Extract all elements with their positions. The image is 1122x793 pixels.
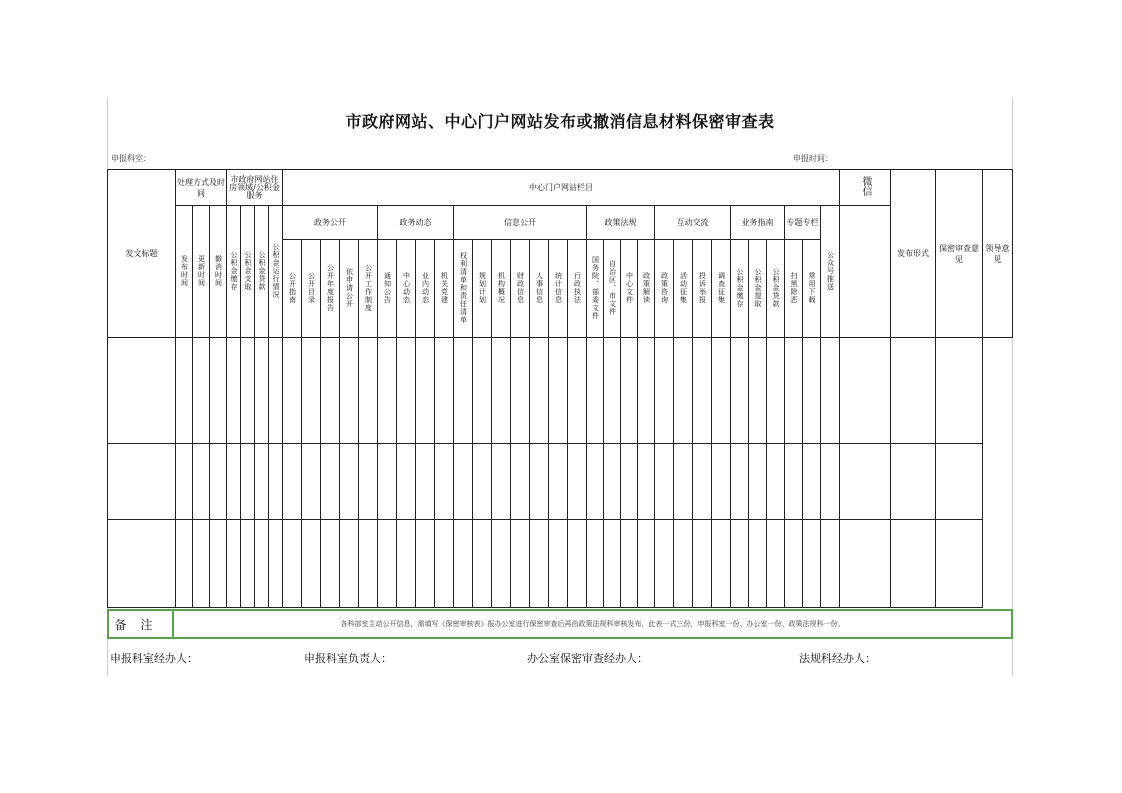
table-cell: [108, 338, 176, 444]
group-hdjl: 互动交流: [655, 206, 731, 240]
table-cell: [283, 520, 302, 608]
header-gov-site: 市政府网站住房领域/公积金服务: [227, 170, 283, 206]
col-zwdt-3: 业内动态: [416, 240, 435, 338]
table-cell: [416, 338, 435, 444]
group-zwdt: 政务动态: [378, 206, 454, 240]
table-row: [108, 338, 1013, 444]
col-zcfg-3: 中心文件: [621, 240, 638, 338]
table-cell: [749, 520, 767, 608]
table-cell: [821, 338, 840, 444]
header-wechat: 微信: [840, 170, 891, 206]
table-cell: [210, 520, 227, 608]
table-cell: [767, 444, 785, 520]
group-ywzn: 业务指南: [731, 206, 785, 240]
table-cell: [693, 520, 712, 608]
review-table: [107, 169, 1013, 608]
table-cell: [302, 444, 321, 520]
col-zwgk-4: 依申请公开: [340, 240, 359, 338]
table-cell: [193, 444, 210, 520]
col-hdjl-4: 调查征集: [712, 240, 731, 338]
table-cell: [255, 444, 269, 520]
table-cell: [227, 444, 241, 520]
col-zwgk-1: 公开指南: [283, 240, 302, 338]
table-cell: [731, 520, 749, 608]
table-cell: [511, 444, 530, 520]
col-xxgk-1: 权利清单和责任清单: [454, 240, 473, 338]
table-cell: [785, 520, 803, 608]
table-cell: [936, 338, 983, 444]
table-cell: [803, 520, 821, 608]
time-label: 申报时间：: [793, 154, 833, 163]
col-hdjl-1: 政策咨询: [655, 240, 674, 338]
table-cell: [492, 338, 511, 444]
col-gov-deposit: 公积金缴存: [227, 206, 241, 338]
col-xxgk-5: 人事信息: [530, 240, 549, 338]
table-cell: [530, 444, 549, 520]
table-cell: [674, 338, 693, 444]
col-ztzl-2: 常用下载: [803, 240, 821, 338]
table-cell: [674, 444, 693, 520]
col-update-time: 更新时间: [193, 206, 210, 338]
col-zwdt-1: 通知公告: [378, 240, 397, 338]
col-publish-time: 发布时间: [176, 206, 193, 338]
table-cell: [378, 338, 397, 444]
group-ztzl: 专题专栏: [785, 206, 821, 240]
table-cell: [255, 338, 269, 444]
table-cell: [473, 444, 492, 520]
table-cell: [193, 520, 210, 608]
table-cell: [604, 338, 621, 444]
table-cell: [674, 520, 693, 608]
table-cell: [241, 444, 255, 520]
table-cell: [492, 520, 511, 608]
table-cell: [549, 338, 568, 444]
table-cell: [712, 338, 731, 444]
table-cell: [840, 444, 891, 520]
col-gov-loan: 公积金贷款: [255, 206, 269, 338]
table-cell: [435, 520, 454, 608]
table-cell: [397, 444, 416, 520]
table-cell: [108, 520, 176, 608]
table-cell: [749, 338, 767, 444]
table-cell: [359, 444, 378, 520]
table-row: [108, 520, 1013, 608]
table-cell: [302, 520, 321, 608]
col-zcfg-1: 国务院、部委文件: [587, 240, 604, 338]
table-cell: [176, 338, 193, 444]
table-cell: [176, 520, 193, 608]
col-zwdt-2: 中心动态: [397, 240, 416, 338]
table-cell: [269, 338, 283, 444]
header-process: 处理方式及时间: [176, 170, 227, 206]
table-cell: [378, 444, 397, 520]
col-gov-operation: 公积金运行情况: [269, 206, 283, 338]
table-cell: [621, 444, 638, 520]
table-cell: [473, 520, 492, 608]
sig-legal-handler: 法规科经办人：: [799, 652, 876, 665]
table-cell: [359, 520, 378, 608]
table-cell: [530, 338, 549, 444]
header-publish-form: 发布形式: [891, 170, 936, 338]
table-cell: [604, 520, 621, 608]
table-cell: [731, 338, 749, 444]
sig-applicant-head: 申报科室负责人：: [304, 652, 392, 665]
table-cell: [568, 338, 587, 444]
table-cell: [530, 520, 549, 608]
table-cell: [568, 520, 587, 608]
col-hdjl-3: 投诉举报: [693, 240, 712, 338]
table-cell: [638, 338, 655, 444]
table-cell: [269, 444, 283, 520]
table-cell: [638, 444, 655, 520]
table-cell: [454, 338, 473, 444]
table-cell: [108, 444, 176, 520]
table-cell: [693, 444, 712, 520]
table-cell: [549, 444, 568, 520]
col-revoke-time: 撤消时间: [210, 206, 227, 338]
table-cell: [511, 520, 530, 608]
table-cell: [227, 520, 241, 608]
table-cell: [416, 444, 435, 520]
table-cell: [621, 338, 638, 444]
header-doc-title: 发文标题: [108, 170, 176, 338]
table-cell: [655, 338, 674, 444]
table-cell: [511, 338, 530, 444]
table-cell: [621, 520, 638, 608]
table-cell: [767, 520, 785, 608]
table-cell: [416, 520, 435, 608]
group-zcfg: 政策法规: [587, 206, 655, 240]
table-cell: [321, 338, 340, 444]
table-cell: [587, 444, 604, 520]
col-xxgk-3: 机构概况: [492, 240, 511, 338]
table-cell: [255, 520, 269, 608]
table-cell: [492, 444, 511, 520]
col-xxgk-6: 统计信息: [549, 240, 568, 338]
table-cell: [712, 444, 731, 520]
table-cell: [604, 444, 621, 520]
col-zcfg-4: 政策解读: [638, 240, 655, 338]
col-zwgk-3: 公开年度报告: [321, 240, 340, 338]
col-zcfg-2: 自治区、市文件: [604, 240, 621, 338]
col-xxgk-2: 规划计划: [473, 240, 492, 338]
table-cell: [241, 520, 255, 608]
form-title: 市政府网站、中心门户网站发布或撤消信息材料保密审查表: [345, 112, 775, 131]
table-cell: [378, 520, 397, 608]
table-row: [108, 444, 1013, 520]
table-cell: [587, 520, 604, 608]
table-cell: [269, 520, 283, 608]
table-cell: [655, 520, 674, 608]
table-cell: [454, 520, 473, 608]
sig-office-reviewer: 办公室保密审查经办人：: [527, 652, 648, 665]
table-cell: [340, 338, 359, 444]
col-zwgk-5: 公开工作制度: [359, 240, 378, 338]
table-cell: [803, 338, 821, 444]
table-cell: [821, 444, 840, 520]
table-cell: [340, 520, 359, 608]
table-cell: [638, 520, 655, 608]
table-cell: [587, 338, 604, 444]
table-cell: [193, 338, 210, 444]
table-cell: [359, 338, 378, 444]
dept-label: 申报科室：: [111, 154, 151, 163]
table-cell: [397, 338, 416, 444]
table-cell: [227, 338, 241, 444]
table-cell: [731, 444, 749, 520]
review-form-page: [107, 97, 1013, 675]
header-portal: 中心门户网站栏目: [283, 170, 840, 206]
col-ywzn-3: 公积金贷款: [767, 240, 785, 338]
table-cell: [176, 444, 193, 520]
table-cell: [936, 444, 983, 520]
table-cell: [655, 444, 674, 520]
remarks-text: 各科部室主动公开信息，需填写《保密审核表》报办公室进行保密审查后再由政策法规科审核发布，此表一式三份，申报科室一份、办公室一份、政策法规科一份。: [174, 609, 1013, 639]
table-cell: [210, 444, 227, 520]
col-zwgk-2: 公开目录: [302, 240, 321, 338]
table-cell: [454, 444, 473, 520]
group-xxgk: 信息公开: [454, 206, 587, 240]
table-cell: [283, 444, 302, 520]
header-secrecy-opinion: 保密审查意见: [936, 170, 983, 338]
col-wechat-push: 公众号推送: [821, 206, 840, 338]
col-xxgk-7: 行政执法: [568, 240, 587, 338]
table-cell: [321, 444, 340, 520]
table-cell: [302, 338, 321, 444]
table-cell: [210, 338, 227, 444]
table-cell: [803, 444, 821, 520]
table-cell: [749, 444, 767, 520]
remarks-box: [107, 609, 1013, 639]
table-cell: [821, 520, 840, 608]
table-cell: [767, 338, 785, 444]
table-cell: [693, 338, 712, 444]
sig-applicant-handler: 申报科室经办人：: [110, 652, 198, 665]
table-cell: [549, 520, 568, 608]
col-ztzl-1: 扫黑除恶: [785, 240, 803, 338]
col-gov-withdraw: 公积金支取: [241, 206, 255, 338]
table-cell: [435, 444, 454, 520]
table-cell: [340, 444, 359, 520]
table-cell: [891, 444, 936, 520]
col-ywzn-1: 公积金缴存: [731, 240, 749, 338]
group-zwgk: 政务公开: [283, 206, 378, 240]
col-ywzn-2: 公积金提取: [749, 240, 767, 338]
table-cell: [840, 338, 891, 444]
table-cell: [283, 338, 302, 444]
table-cell: [891, 338, 936, 444]
table-cell: [435, 338, 454, 444]
table-cell: [891, 520, 936, 608]
table-cell: [785, 338, 803, 444]
col-hdjl-2: 活动征集: [674, 240, 693, 338]
col-xxgk-4: 财政信息: [511, 240, 530, 338]
table-cell: [712, 520, 731, 608]
table-cell: [936, 520, 983, 608]
table-cell: [397, 520, 416, 608]
table-cell: [840, 520, 891, 608]
table-cell: [473, 338, 492, 444]
table-cell: [568, 444, 587, 520]
table-cell: [241, 338, 255, 444]
col-zwdt-4: 机关党建: [435, 240, 454, 338]
remarks-label: 备注: [107, 609, 174, 639]
table-cell: [321, 520, 340, 608]
table-cell: [785, 444, 803, 520]
header-leader-opinion: 领导意见: [983, 170, 1013, 338]
